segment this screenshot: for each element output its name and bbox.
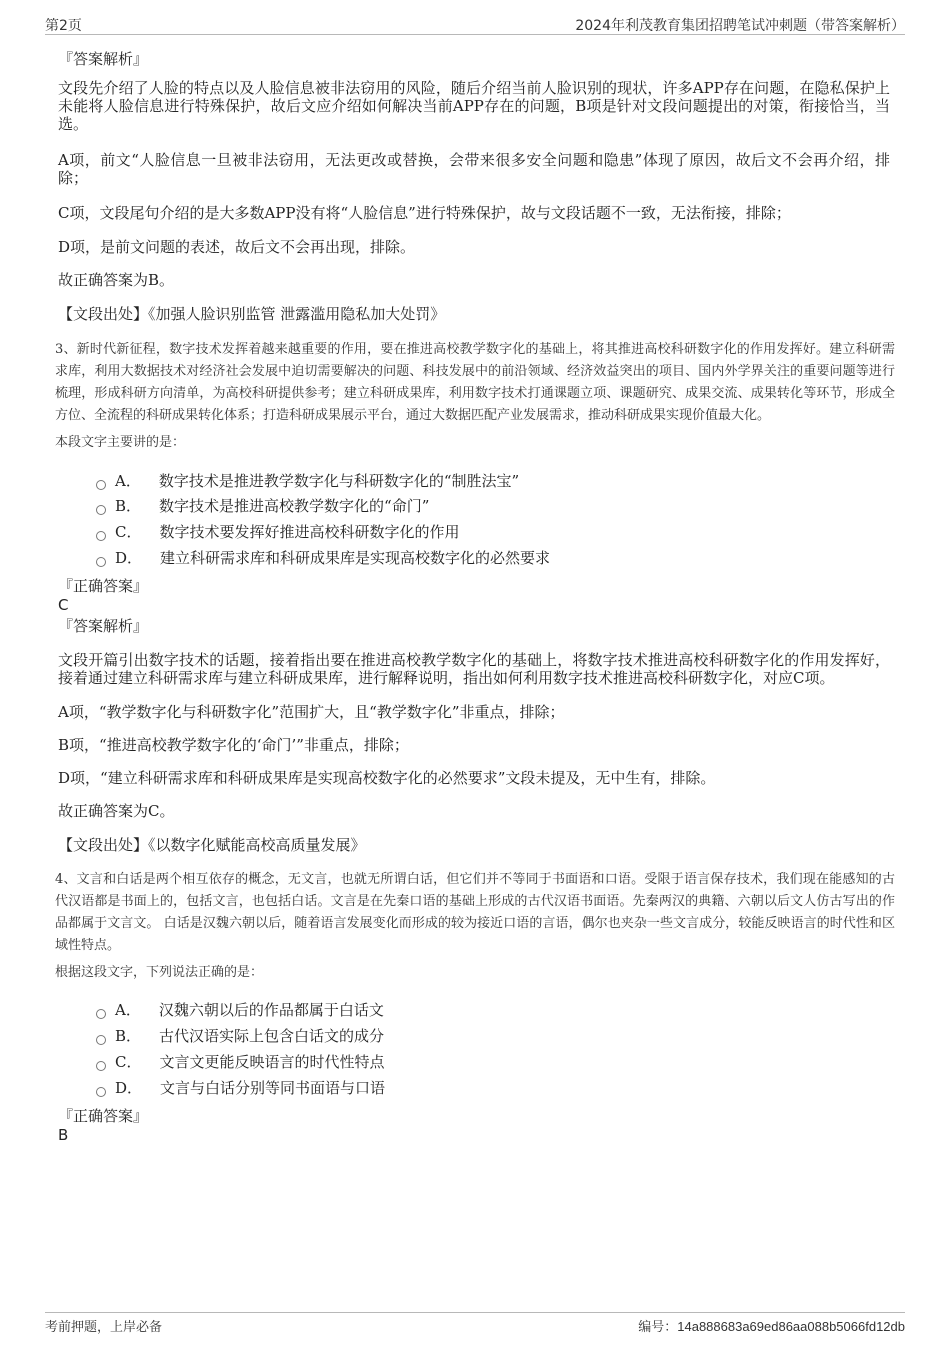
q4-correct-answer: B (58, 1126, 69, 1144)
q2-analysis-text: 文段先介绍了人脸的特点以及人脸信息被非法窃用的风险，随后介绍当前人脸识别的现状，许多APP存在问题，在隐私保护上未能将人脸信息进行特殊保护，故后文应介绍如何解决当前APP存在的问题，B项是针对文段问题提出的对策，衔接恰当，当选。 (58, 79, 890, 133)
q2-option-d-note: D项，是前文问题的表述，故后文不会再出现，排除。 (58, 238, 416, 256)
radio-icon[interactable] (96, 480, 106, 490)
q3-source: 【文段出处】《以数字化赋能高校高质量发展》 (58, 836, 366, 854)
q4-option-b[interactable]: B． 古代汉语实际上包含白话文的成分 (96, 1027, 384, 1045)
q4-option-a[interactable]: A． 汉魏六朝以后的作品都属于白话文 (96, 1001, 384, 1019)
q3-option-c[interactable]: C． 数字技术要发挥好推进高校科研数字化的作用 (96, 523, 460, 541)
radio-icon[interactable] (96, 557, 106, 567)
radio-icon[interactable] (96, 1035, 106, 1045)
radio-icon[interactable] (96, 1009, 106, 1019)
q3-question: 本段文字主要讲的是： (55, 435, 186, 450)
footer-slogan: 考前押题，上岸必备 (45, 1320, 163, 1335)
q3-analysis-label: 『答案解析』 (58, 617, 149, 635)
page-footer (45, 1312, 905, 1333)
document-title: 2024年利茂教育集团招聘笔试冲刺题（带答案解析） (575, 18, 905, 34)
page-number: 第2页 (45, 18, 82, 34)
q4-stem: 4、文言和白话是两个相互依存的概念，无文言，也就无所谓白话，但它们并不等同于书面语和口语。受限于语言保存技术，我们现在能感知的古代汉语都是书面上的，包括文言，也包括白话。文言是在先秦口语的基础上形成的古代汉语书面语。先秦两汉的典籍、六朝以后文人仿古写出的作品都属于文言文。 白话是汉魏六朝以后，随着语言发展变化而形成的较为接近口语的言语，偶尔也夹杂一些文言成分，较能反映语言的时代性和区域性特点。 (55, 872, 895, 953)
q4-correct-label: 『正确答案』 (58, 1107, 149, 1125)
q4-question: 根据这段文字，下列说法正确的是： (55, 965, 264, 980)
q3-option-a[interactable]: A． 数字技术是推进教学数字化与科研数字化的“制胜法宝” (96, 472, 519, 490)
q3-stem: 3、新时代新征程，数字技术发挥着越来越重要的作用，要在推进高校教学数字化的基础上，将其推进高校科研数字化的作用发挥好。建立科研需求库，利用大数据技术对经济社会发展中迫切需要解决的问题、科技发展中的前沿领域、经济效益突出的项目、国内外学界关注的重要问题等进行梳理，形成科研方向清单，为高校科研提供参考；建立科研成果库，利用数字技术打通课题立项、课题研究、成果交流、成果转化等环节，形成全方位、全流程的科研成果转化体系；打造科研成果展示平台，通过大数据匹配产业发展需求，推动科研成果实现价值最大化。 (55, 342, 895, 423)
q3-option-d[interactable]: D． 建立科研需求库和科研成果库是实现高校数字化的必然要求 (96, 549, 550, 567)
page-header (45, 12, 905, 35)
radio-icon[interactable] (96, 1061, 106, 1071)
document-code: 编号：14a888683a69ed86aa088b5066fd12db (638, 1319, 905, 1335)
q3-correct-answer: C (58, 596, 69, 614)
q3-option-a-note: A项，“教学数字化与科研数字化”范围扩大，且“教学数字化”非重点，排除； (58, 703, 565, 721)
q2-source: 【文段出处】《加强人脸识别监管 泄露滥用隐私加大处罚》 (58, 305, 446, 323)
q2-option-c-note: C项，文段尾句介绍的是大多数APP没有将“人脸信息”进行特殊保护，故与文段话题不一致，无法衔接，排除； (58, 204, 791, 222)
q3-conclusion: 故正确答案为C。 (58, 802, 175, 820)
q2-analysis-label: 『答案解析』 (58, 50, 149, 68)
q3-option-b-note: B项，“推进高校教学数字化的‘命门’”非重点，排除； (58, 736, 409, 754)
radio-icon[interactable] (96, 531, 106, 541)
q3-correct-label: 『正确答案』 (58, 577, 149, 595)
q3-analysis-text: 文段开篇引出数字技术的话题，接着指出要在推进高校教学数字化的基础上，将数字技术推进高校科研数字化的作用发挥好，接着通过建立科研需求库与建立科研成果库，进行解释说明，指出如何利用数字技术推进高校科研数字化，对应C项。 (58, 651, 890, 687)
q2-option-a-note: A项，前文“人脸信息一旦被非法窃用，无法更改或替换，会带来很多安全问题和隐患”体现了原因，故后文不会再介绍，排除； (58, 151, 890, 187)
q2-conclusion: 故正确答案为B。 (58, 271, 175, 289)
q4-option-d[interactable]: D． 文言与白话分别等同书面语与口语 (96, 1079, 385, 1097)
radio-icon[interactable] (96, 505, 106, 515)
q4-option-c[interactable]: C． 文言文更能反映语言的时代性特点 (96, 1053, 385, 1071)
q3-option-d-note: D项，“建立科研需求库和科研成果库是实现高校数字化的必然要求”文段未提及，无中生有，排除。 (58, 769, 716, 787)
radio-icon[interactable] (96, 1087, 106, 1097)
q3-option-b[interactable]: B． 数字技术是推进高校教学数字化的“命门” (96, 497, 429, 515)
